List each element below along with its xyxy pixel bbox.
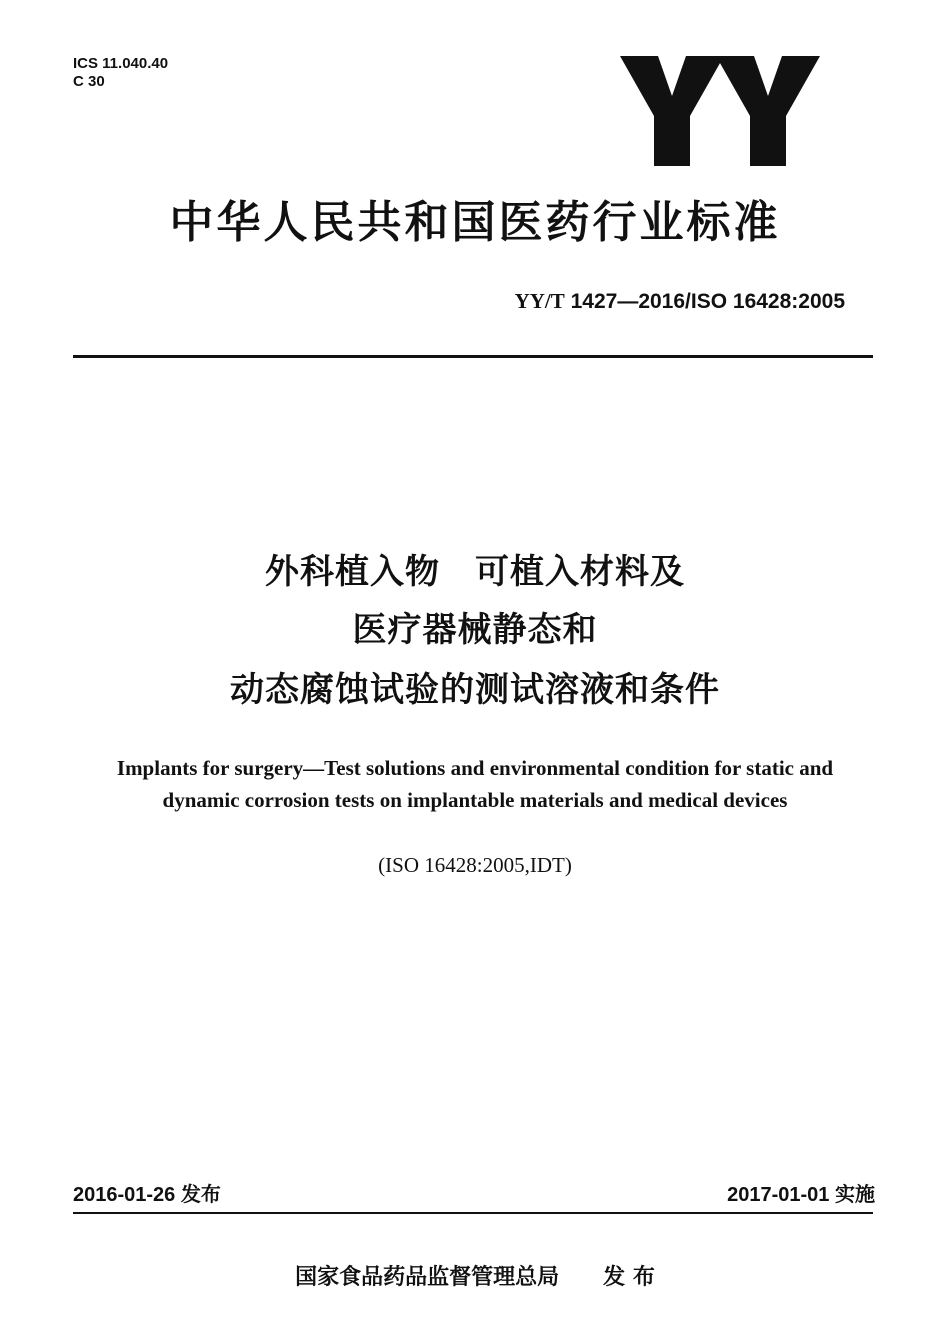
issuer-name: 国家食品药品监督管理总局 bbox=[295, 1265, 560, 1290]
bottom-divider bbox=[73, 1212, 873, 1214]
title-en-line-1: Implants for surgery—Test solutions and environmental condition for static and bbox=[116, 756, 834, 780]
standard-number-prefix: YY/T bbox=[514, 289, 565, 313]
organization-title: 中华人民共和国医药行业标准 bbox=[169, 197, 781, 248]
standard-number bbox=[515, 288, 845, 315]
ccs-code: C 30 bbox=[73, 73, 105, 90]
standard-number-rest: 1427—2016/ISO 16428:2005 bbox=[570, 290, 845, 313]
title-cn-line-2: 医疗器械静态和 bbox=[352, 610, 598, 650]
iso-equivalence: (ISO 16428:2005,IDT) bbox=[378, 853, 572, 877]
title-cn-line-3: 动态腐蚀试验的测试溶液和条件 bbox=[230, 670, 720, 710]
title-cn-line-1: 外科植入物 可植入材料及 bbox=[265, 552, 685, 592]
issue-label: 发 布 bbox=[603, 1265, 655, 1290]
top-divider bbox=[73, 355, 873, 358]
issuer-line bbox=[0, 1264, 950, 1292]
implementation-date: 2017-01-01 实施 bbox=[727, 1184, 875, 1206]
classification-block bbox=[73, 55, 168, 91]
issue-date: 2016-01-26 发布 bbox=[73, 1184, 221, 1206]
ics-code: ICS 11.040.40 bbox=[73, 55, 169, 72]
title-en-line-2: dynamic corrosion tests on implantable materials and medical devices bbox=[162, 788, 788, 812]
yy-logo bbox=[620, 56, 820, 168]
